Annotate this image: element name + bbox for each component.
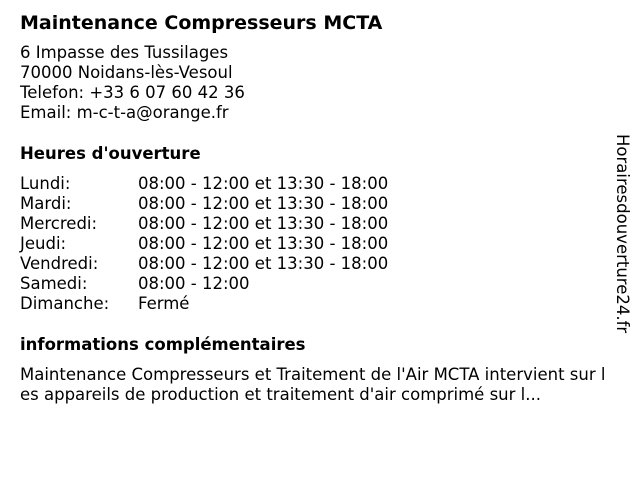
- hours-row-thursday: [20, 234, 615, 254]
- hours-row-saturday: [20, 274, 615, 294]
- email-address: Email: m-c-t-a@orange.fr: [20, 103, 229, 122]
- hours-row-monday: [20, 174, 615, 194]
- opening-hours-table: [20, 174, 615, 314]
- hours-day-label: Lundi:: [20, 174, 71, 193]
- hours-day-label: Mardi:: [20, 194, 72, 213]
- hours-time-value: 08:00 - 12:00 et 13:30 - 18:00: [138, 174, 389, 193]
- address-city: 70000 Noidans-lès-Vesoul: [20, 63, 233, 82]
- hours-row-friday: [20, 254, 615, 274]
- business-name: Maintenance Compresseurs MCTA: [20, 12, 383, 34]
- hours-row-wednesday: [20, 214, 615, 234]
- phone-number: Telefon: +33 6 07 60 42 36: [20, 83, 245, 102]
- hours-day-label: Mercredi:: [20, 214, 98, 233]
- additional-info-heading: informations complémentaires: [20, 335, 306, 354]
- address-block: [20, 43, 615, 123]
- hours-day-label: Dimanche:: [20, 294, 110, 313]
- hours-time-value: 08:00 - 12:00: [138, 274, 250, 293]
- watermark: Horairesdouverture24.fr: [613, 134, 632, 334]
- hours-time-value: 08:00 - 12:00 et 13:30 - 18:00: [138, 214, 389, 233]
- additional-info-text: Maintenance Compresseurs et Traitement de l'Air MCTA intervient sur les appareils de production et traitement d'air comprimé sur l...: [20, 365, 606, 404]
- hours-time-value: 08:00 - 12:00 et 13:30 - 18:00: [138, 254, 389, 273]
- hours-time-value: 08:00 - 12:00 et 13:30 - 18:00: [138, 234, 389, 253]
- opening-hours-heading: Heures d'ouverture: [20, 144, 201, 163]
- address-street: 6 Impasse des Tussilages: [20, 43, 229, 62]
- hours-row-sunday: [20, 294, 615, 314]
- hours-day-label: Jeudi:: [20, 234, 67, 253]
- business-card: [20, 10, 615, 405]
- hours-day-label: Vendredi:: [20, 254, 99, 273]
- hours-time-value: 08:00 - 12:00 et 13:30 - 18:00: [138, 194, 389, 213]
- hours-row-tuesday: [20, 194, 615, 214]
- hours-time-value: Fermé: [138, 294, 190, 313]
- hours-day-label: Samedi:: [20, 274, 88, 293]
